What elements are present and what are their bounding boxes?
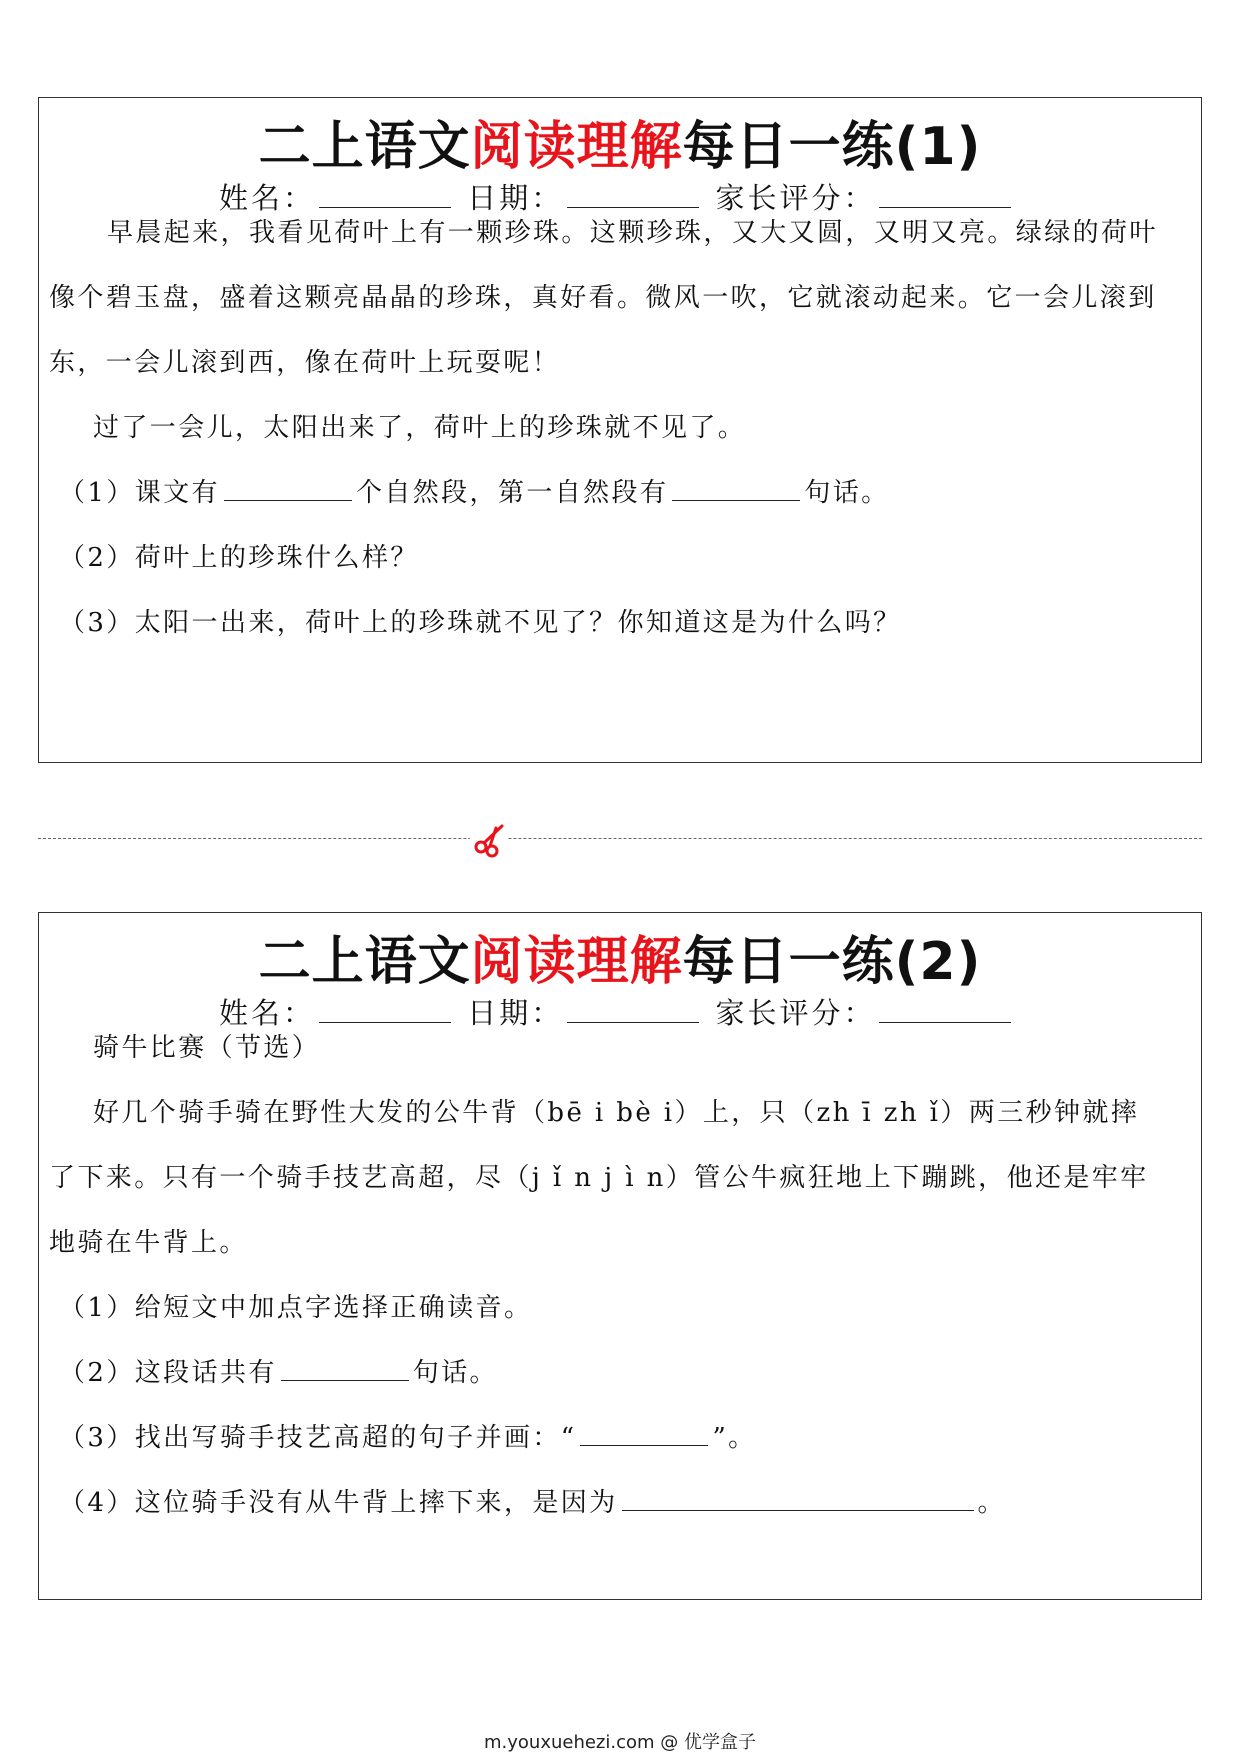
question-text: 句话。 [804, 478, 890, 508]
question-text: （3）找出写骑手技艺高超的句子并画：“ [59, 1423, 577, 1453]
passage-line: 东，一会儿滚到西，像在荷叶上玩耍呢！ [49, 348, 561, 378]
parent-score-field[interactable] [879, 996, 1011, 1023]
passage-line: 像个碧玉盘，盛着这颗亮晶晶的珍珠，真好看。微风一吹，它就滚动起来。它一会儿滚到 [49, 283, 1157, 313]
question-text: 句话。 [412, 1358, 498, 1388]
worksheet-title-1 [39, 112, 1201, 182]
question-text: （1）课文有 [59, 478, 220, 508]
title-part: 二上语文 [258, 117, 471, 177]
title-part: 二上语文 [258, 932, 471, 992]
worksheet-card-2 [38, 912, 1202, 1600]
parent-score-field[interactable] [879, 181, 1011, 208]
question-text: ”。 [712, 1423, 757, 1453]
scissors-icon [470, 820, 508, 858]
date-label: 日期： [467, 996, 564, 1030]
question-2: （2）荷叶上的珍珠什么样？ [59, 543, 419, 573]
question-text: （4）这位骑手没有从牛背上摔下来，是因为 [59, 1488, 618, 1518]
passage-line: 了下来。只有一个骑手技艺高超，尽（j ǐ n j ì n）管公牛疯狂地上下蹦跳，他还是牢牢 [49, 1163, 1149, 1193]
parent-score-label: 家长评分： [715, 996, 876, 1030]
question-4 [59, 1483, 1006, 1523]
footer-credit: m.youxuehezi.com @ 优学盒子 [483, 1732, 756, 1753]
date-label: 日期： [467, 181, 564, 215]
name-field[interactable] [319, 996, 451, 1023]
cut-line [38, 838, 1202, 839]
passage-line: 早晨起来，我看见荷叶上有一颗珍珠。这颗珍珠，又大又圆，又明又亮。绿绿的荷叶 [107, 218, 1158, 248]
title-highlight: 阅读理解 [470, 932, 683, 992]
answer-blank[interactable] [672, 474, 800, 501]
title-highlight: 阅读理解 [470, 117, 683, 177]
answer-blank[interactable] [224, 474, 352, 501]
question-1: （1）给短文中加点字选择正确读音。 [59, 1293, 533, 1323]
passage-line: 地骑在牛背上。 [49, 1228, 248, 1258]
name-label: 姓名： [219, 181, 316, 215]
passage-line: 好几个骑手骑在野性大发的公牛背（bē i bè i）上，只（zh ī zh ǐ）两三秒钟就摔 [93, 1098, 1140, 1128]
date-field[interactable] [567, 996, 699, 1023]
question-text: 。 [977, 1488, 1006, 1518]
date-field[interactable] [567, 181, 699, 208]
answer-blank[interactable] [281, 1354, 409, 1381]
question-2 [59, 1353, 498, 1393]
question-3 [59, 1418, 757, 1458]
answer-blank[interactable] [580, 1419, 708, 1446]
name-field[interactable] [319, 181, 451, 208]
question-text: 个自然段，第一自然段有 [355, 478, 669, 508]
worksheet-card-1 [38, 97, 1202, 763]
parent-score-label: 家长评分： [715, 181, 876, 215]
name-label: 姓名： [219, 996, 316, 1030]
worksheet-title-2 [39, 927, 1201, 997]
question-text: （2）这段话共有 [59, 1358, 277, 1388]
title-part: 每日一练(2) [682, 932, 982, 992]
question-1 [59, 473, 890, 513]
passage-title: 骑牛比赛（节选） [93, 1033, 321, 1063]
passage-line: 过了一会儿，太阳出来了，荷叶上的珍珠就不见了。 [93, 413, 747, 443]
question-3: （3）太阳一出来，荷叶上的珍珠就不见了？你知道这是为什么吗？ [59, 608, 902, 638]
title-part: 每日一练(1) [682, 117, 982, 177]
answer-blank[interactable] [622, 1484, 974, 1511]
student-info-row [219, 991, 1015, 1035]
